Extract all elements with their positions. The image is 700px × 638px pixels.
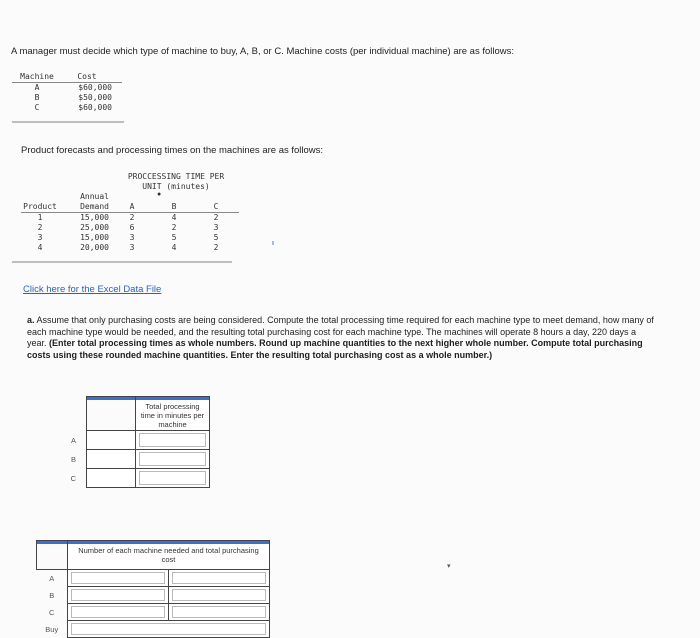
time-a-cell: 2 [129,213,135,222]
processing-time-input-a[interactable] [136,431,210,450]
product-header: Product [23,202,57,211]
machines-count-input-b[interactable] [68,587,169,604]
cost-row [12,103,122,113]
machines-needed-header: Number of each machine needed and total purchasing cost [68,541,270,570]
row-label-a: A [49,573,55,583]
processing-time-input-c[interactable] [136,469,210,488]
time-b-cell: 5 [171,233,177,242]
processing-table-bottom-rule [12,261,232,263]
machines-count-input-c[interactable] [68,604,169,621]
time-b-cell: 4 [171,243,177,252]
processing-table-header [21,202,239,213]
row-label-c: C [49,607,55,617]
cost-table-header [12,72,122,83]
table-row [21,223,239,233]
demand-header: Demand [80,202,109,211]
purchasing-cost-input-b[interactable] [169,587,270,604]
processing-header-line-1: PROCCESSING TIME PER [127,172,225,181]
machine-cell: C [34,103,40,112]
time-a-cell: 3 [129,233,135,242]
time-b-cell: 2 [171,223,177,232]
cost-row [12,83,122,93]
question-part-label: a. [27,315,35,325]
excel-data-link[interactable]: Click here for the Excel Data File [23,284,162,295]
purchasing-cost-input-a[interactable] [169,570,270,587]
question-text: Assume that only purchasing costs are being considered. Compute the total processing time required for each machine type to meet demand, how many of each machine type would be needed, and the resulting total purchasing cost for each machine type. The machines will operate 8 hours a day, 220 days a year. [27,315,654,348]
processing-time-answer-table [48,396,210,488]
cost-table-bottom-rule [12,121,124,123]
table-row [21,243,239,253]
row-label-b: B [70,454,76,464]
row-label-a: A [70,435,76,445]
table-row [21,233,239,243]
demand-cell: 20,000 [80,243,109,252]
machine-a-header: A [129,202,135,211]
annual-label-row [21,192,239,202]
question-a [27,315,657,361]
machine-b-header: B [171,202,177,211]
annual-label: Annual [80,192,109,201]
machine-cost-table [12,72,122,113]
stray-mark [272,241,274,245]
machine-header: Machine [20,72,54,81]
product-cell: 3 [37,233,43,242]
product-cell: 2 [37,223,43,232]
total-processing-time-header: Total processing time in minutes per machine [136,397,210,431]
machines-needed-answer-table [36,540,270,638]
time-c-cell: 2 [213,243,219,252]
purchasing-cost-input-c[interactable] [169,604,270,621]
processing-time-input-b[interactable] [136,450,210,469]
cost-cell: $60,000 [78,103,112,112]
table-row [21,213,239,223]
processing-time-table [21,192,239,253]
time-c-cell: 2 [213,213,219,222]
machine-cell: A [34,83,40,92]
row-label-c: C [70,473,76,483]
question-instructions: (Enter total processing times as whole numbers. Round up machine quantities to the next higher whole number. Compute total purchasing costs using these rounded machine quantities. Enter the resulting total purchasing cost as a whole number.) [27,338,643,360]
time-a-cell: 3 [129,243,135,252]
machines-count-input-a[interactable] [68,570,169,587]
processing-time-header [118,172,234,192]
cost-cell: $50,000 [78,93,112,102]
row-label-buy: Buy [45,624,59,634]
forecast-text: Product forecasts and processing times on the machines are as follows: [21,145,324,156]
cost-cell: $60,000 [78,83,112,92]
cost-row [12,93,122,103]
cost-header: Cost [77,72,97,81]
product-cell: 4 [37,243,43,252]
demand-cell: 15,000 [80,233,109,242]
machine-cell: B [34,93,40,102]
time-a-cell: 6 [129,223,135,232]
row-label-b: B [49,590,55,600]
product-cell: 1 [37,213,43,222]
machine-c-header: C [213,202,219,211]
processing-header-line-2: UNIT (minutes) [142,182,210,191]
cursor-dot: ● [157,191,162,198]
stray-mark: ▾ [447,563,451,570]
intro-text: A manager must decide which type of machine to buy, A, B, or C. Machine costs (per individual machine) are as follows: [11,46,515,57]
demand-cell: 15,000 [80,213,109,222]
buy-select[interactable] [68,621,270,638]
time-c-cell: 5 [213,233,219,242]
time-c-cell: 3 [213,223,219,232]
demand-cell: 25,000 [80,223,109,232]
time-b-cell: 4 [171,213,177,222]
